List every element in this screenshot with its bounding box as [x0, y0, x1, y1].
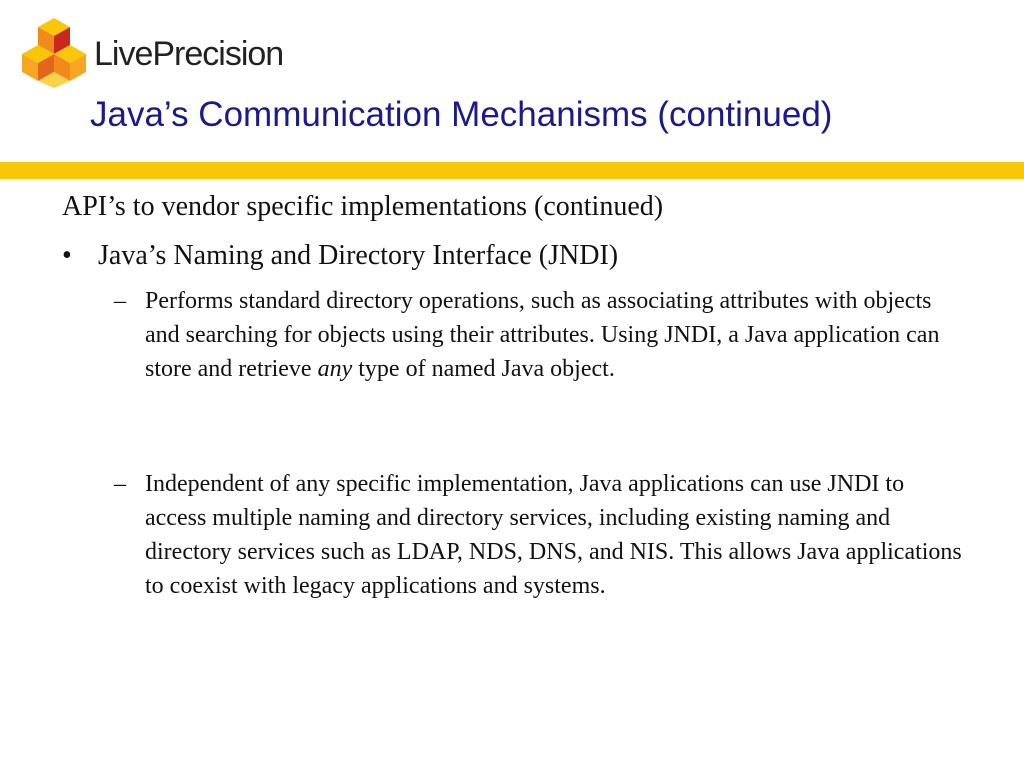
bullet-label: Java’s Naming and Directory Interface (JNDI)	[98, 240, 619, 271]
emphasis-text: any	[317, 356, 353, 382]
bullet-item	[62, 237, 618, 275]
liveprecision-logo	[18, 14, 308, 90]
dash-icon: –	[114, 471, 126, 497]
sub-bullet-text-part: type of named Java object.	[352, 356, 615, 382]
dash-icon: –	[114, 288, 126, 314]
title-divider	[0, 162, 1024, 179]
section-heading: API’s to vendor specific implementations (continued)	[62, 191, 664, 222]
sub-bullet-item	[114, 284, 964, 386]
sub-bullet-text	[145, 284, 964, 386]
slide-title: Java’s Communication Mechanisms (continued)	[90, 95, 833, 134]
bullet-icon: •	[62, 240, 72, 271]
sub-bullet-text-part: Performs standard directory operations, such as associating attributes with objects and searching for objects using their attributes. Using JNDI, a Java application can store and retrieve	[145, 288, 940, 382]
sub-bullet-item	[114, 467, 964, 603]
sub-bullet-text: Independent of any specific implementation, Java applications can use JNDI to access multiple naming and directory services, including existing naming and directory services such as LDAP, NDS, DNS, and NIS. This allows Java applications to coexist with legacy applications and systems.	[145, 471, 962, 599]
logo-wordmark: LivePrecision	[94, 35, 284, 73]
hexagon-cube-logo-icon	[18, 16, 90, 88]
